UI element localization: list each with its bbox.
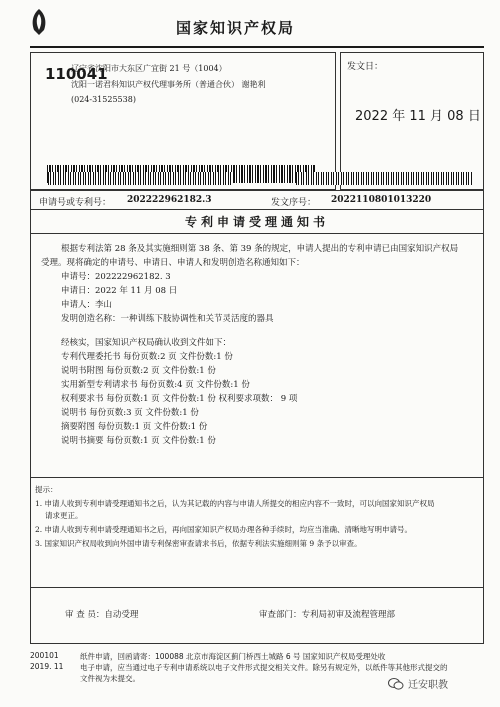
note-1-line-2: 请求更正。: [45, 511, 83, 520]
notice-body: [30, 234, 484, 478]
note-1-line-1: 1. 申请人收到专利申请受理通知书之后，认为其记载的内容与申请人所提交的相应内容不一致时，可以向国家知识产权局: [35, 499, 435, 508]
form-version: 2019. 11: [30, 662, 64, 671]
file-item: 实用新型专利请求书 每份页数:4 页 文件份数:1 份: [61, 380, 250, 390]
wechat-icon: [388, 677, 404, 691]
app-no-value: 202222962182.3: [127, 195, 212, 205]
notes-heading: 提示：: [35, 485, 58, 494]
form-code: 200101: [30, 651, 59, 660]
doc-no-value: 2022110801013220: [331, 195, 432, 205]
signature-block: [30, 588, 484, 644]
footer-electronic-line: 电子申请，应当通过电子专利申请系统以电子文件形式提交相关文件。除另有规定外，以纸件等其他形式提交的: [80, 663, 448, 672]
office-name: 国家知识产权局: [176, 19, 296, 37]
cnipa-logo-icon: [28, 8, 50, 36]
doc-no-barcode: [296, 172, 472, 185]
review-dept: 审查部门：专利局初审及流程管理部: [259, 610, 396, 620]
file-item: 专利代理委托书 每份页数:2 页 文件份数:1 份: [61, 352, 233, 362]
header-rule: [30, 46, 484, 48]
send-date-value: 2022 年 11 月 08 日: [355, 109, 481, 124]
file-item: 说明书 每份页数:3 页 文件份数:1 份: [61, 408, 199, 418]
postcode: 110041: [45, 65, 108, 83]
note-3: 3. 国家知识产权局收到向外国申请专利保密审查请求书后，依据专利法实施细则第 9 条予以审查。: [35, 539, 362, 548]
app-date-line: 申请日：2022 年 11 月 08 日: [61, 286, 178, 296]
checked-intro: 经核实，国家知识产权局确认收到文件如下：: [61, 338, 232, 348]
address-line-2: 沈阳一诺君科知识产权代理事务所（普通合伙） 谢艳利: [71, 80, 266, 89]
footer-paper-line: 纸件申请，回函请寄：100088 北京市海淀区蓟门桥西土城路 6 号 国家知识产权局受理处收: [80, 652, 386, 661]
send-date-block: [340, 52, 484, 190]
watermark-text: 迁安职教: [408, 680, 448, 691]
applicant-line: 申请人：李山: [61, 300, 113, 310]
footer-electronic-line-2: 文件视为未提交。: [80, 674, 140, 683]
file-item: 权利要求书 每份页数:1 页 文件份数:1 份 权利要求项数： 9 项: [61, 394, 298, 404]
invention-line: 发明创造名称：一种训练下肢协调性和关节灵活度的器具: [61, 314, 274, 324]
id-row: [30, 190, 484, 210]
intro-line-2: 受理。现将确定的申请号、申请日、申请人和发明创造名称通知如下：: [41, 258, 305, 268]
reviewer: 审 查 员：自动受理: [65, 610, 139, 620]
notes-block: [30, 478, 484, 588]
watermark: [388, 676, 448, 691]
app-no-barcode: [48, 172, 232, 185]
notice-title: 专利申请受理通知书: [30, 210, 484, 234]
note-2: 2. 申请人收到专利申请受理通知书之后，再向国家知识产权局办理各种手续时，均应当准确、清晰地写明申请号。: [35, 525, 413, 534]
address-block: [30, 52, 336, 190]
address-line-1: 辽宁省沈阳市大东区广宜街 21 号（1004）: [71, 64, 227, 73]
app-no-line: 申请号：202222962182. 3: [61, 272, 171, 282]
file-item: 摘要附图 每份页数:1 页 文件份数:1 份: [61, 422, 208, 432]
send-date-label: 发文日：: [347, 62, 384, 72]
app-no-label: 申请号或专利号：: [39, 198, 112, 208]
address-line-3: (024-31525538): [71, 95, 136, 104]
file-item: 说明书摘要 每份页数:1 页 文件份数:1 份: [61, 436, 216, 446]
doc-no-label: 发文序号：: [271, 198, 317, 208]
intro-line-1: 根据专利法第 28 条及其实施细则第 38 条、第 39 条的规定，申请人提出的专利申请已由国家知识产权局: [61, 244, 459, 254]
file-item: 说明书附图 每份页数:2 页 文件份数:1 份: [61, 366, 216, 376]
